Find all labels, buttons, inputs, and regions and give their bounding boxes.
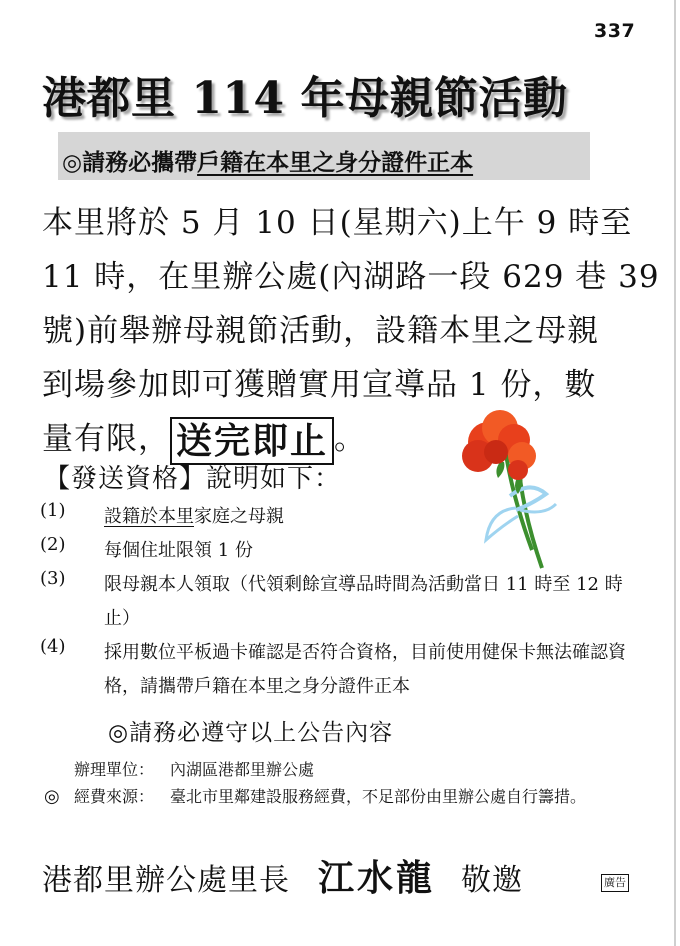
list-text-body: 家庭之母親: [194, 506, 284, 527]
signature: [42, 850, 523, 901]
funding-value: 臺北市里鄰建設服務經費，不足部份由里辦公處自行籌措。: [170, 787, 587, 806]
list-text: 限母親本人領取（代領剩餘宣導品時間為活動當日 11 時至 12 時止）: [104, 574, 623, 629]
comply-reminder: ◎請務必遵守以上公告內容: [108, 720, 394, 746]
body-last-suffix: 。: [334, 421, 367, 457]
while-supplies-last-stamp: 送完即止: [170, 417, 334, 465]
notice-text: [62, 144, 473, 177]
list-text: [104, 500, 640, 534]
page-number: 337: [594, 20, 636, 42]
ad-badge: 廣告: [601, 874, 629, 892]
qualification-list: [40, 500, 640, 704]
list-item: [40, 500, 640, 534]
funding-label: 經費來源：: [74, 787, 155, 806]
signature-name: 江水龍: [318, 857, 436, 899]
organizer-info: [44, 756, 644, 810]
list-text: 每個住址限領 1 份: [104, 540, 253, 561]
page-title: 港都里 114 年母親節活動: [42, 73, 568, 124]
body-line: 本里將於 5 月 10 日(星期六)上午 9 時至: [42, 205, 633, 241]
list-number: (4): [40, 636, 66, 657]
body-line: 到場參加即可獲贈實用宣導品 1 份，數: [42, 367, 597, 403]
signature-closing: 敬邀: [461, 863, 524, 898]
body-line: 11 時，在里辦公處(內湖路一段 629 巷 39: [42, 259, 660, 295]
notice-prefix: ◎請務必攜帶: [62, 149, 198, 176]
list-number: (1): [40, 500, 66, 521]
organizer-value: 內湖區港都里辦公處: [170, 760, 315, 779]
list-item: [40, 534, 640, 568]
notice-required-document: 戶籍在本里之身分證件正本: [197, 149, 474, 176]
list-item: [40, 568, 640, 636]
list-item: [40, 636, 640, 704]
list-text: 採用數位平板過卡確認是否符合資格，目前使用健保卡無法確認資格，請攜帶戶籍在本里之身分證件正本: [104, 642, 626, 697]
signature-title: 港都里辦公處里長: [42, 863, 290, 898]
funding-symbol: ◎: [44, 786, 60, 807]
list-number: (3): [40, 568, 66, 589]
organizer-row: [44, 756, 644, 783]
organizer-label: 辦理單位：: [74, 760, 155, 779]
page-edge-border: [674, 0, 676, 946]
qualification-heading: 【發送資格】說明如下：: [44, 464, 342, 494]
list-text-underlined: 設籍於本里: [104, 506, 194, 527]
body-last-prefix: 量有限，: [42, 421, 170, 457]
list-number: (2): [40, 534, 66, 555]
body-line: 號)前舉辦母親節活動，設籍本里之母親: [42, 313, 600, 349]
funding-row: [44, 783, 644, 810]
